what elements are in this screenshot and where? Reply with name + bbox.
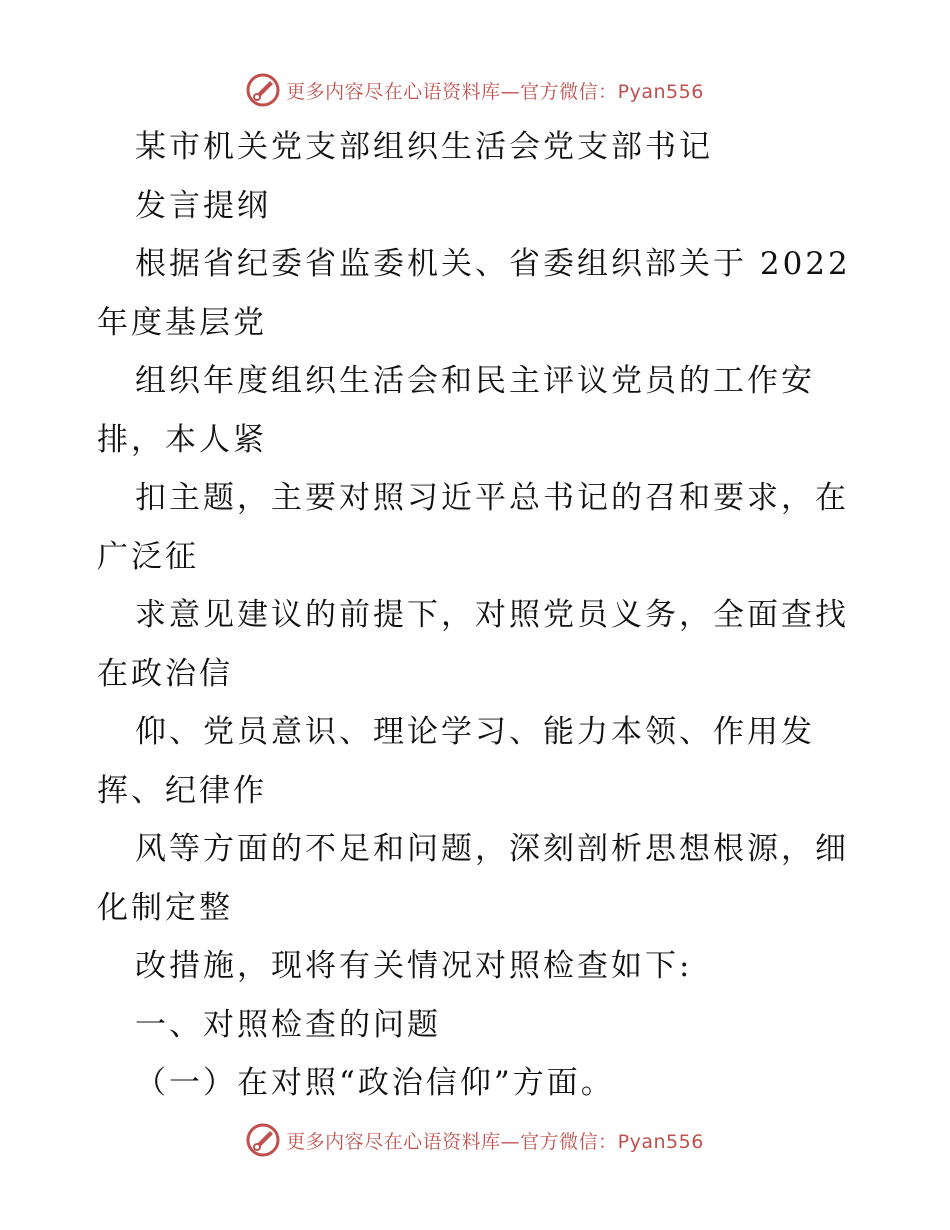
paragraph-line: 某市机关党支部组织生活会党支部书记	[135, 129, 713, 165]
paragraph-line: 发言提纲	[135, 187, 271, 224]
paragraph-line: （一）在对照“政治信仰”方面。	[135, 1065, 615, 1101]
watermark-header	[0, 70, 950, 110]
watermark-text: 更多内容尽在心语资料库—官方微信：Pyan556	[286, 1130, 704, 1153]
paragraph-line: 扣主题，主要对照习近平总书记的召和要求，在	[135, 480, 849, 516]
paragraph-line: 组织年度组织生活会和民主评议党员的工作安	[135, 363, 815, 399]
paragraph-line: 挥、纪律作	[97, 772, 267, 809]
paragraph-line: 在政治信	[97, 655, 233, 692]
paragraph-line: 一、对照检查的问题	[135, 1006, 441, 1043]
paragraph-line: 风等方面的不足和问题，深刻剖析思想根源，细	[135, 831, 849, 867]
paragraph-line: 排，本人紧	[97, 421, 267, 458]
paragraph-line: 改措施，现将有关情况对照检查如下:	[135, 948, 693, 984]
watermark-text: 更多内容尽在心语资料库—官方微信：Pyan556	[286, 80, 704, 103]
paragraph-line: 求意见建议的前提下，对照党员义务，全面查找	[135, 597, 849, 633]
paragraph-line: 化制定整	[97, 889, 233, 926]
watermark-footer	[0, 1120, 950, 1160]
paragraph-line: 广泛征	[97, 538, 199, 575]
paragraph-line: 根据省纪委省监委机关、省委组织部关于 2022	[135, 246, 851, 282]
document-body	[97, 118, 867, 1113]
paragraph-line: 仰、党员意识、理论学习、能力本领、作用发	[135, 714, 815, 750]
seal-logo-icon	[246, 73, 280, 107]
seal-logo-icon	[246, 1123, 280, 1157]
paragraph-line: 年度基层党	[97, 304, 267, 341]
